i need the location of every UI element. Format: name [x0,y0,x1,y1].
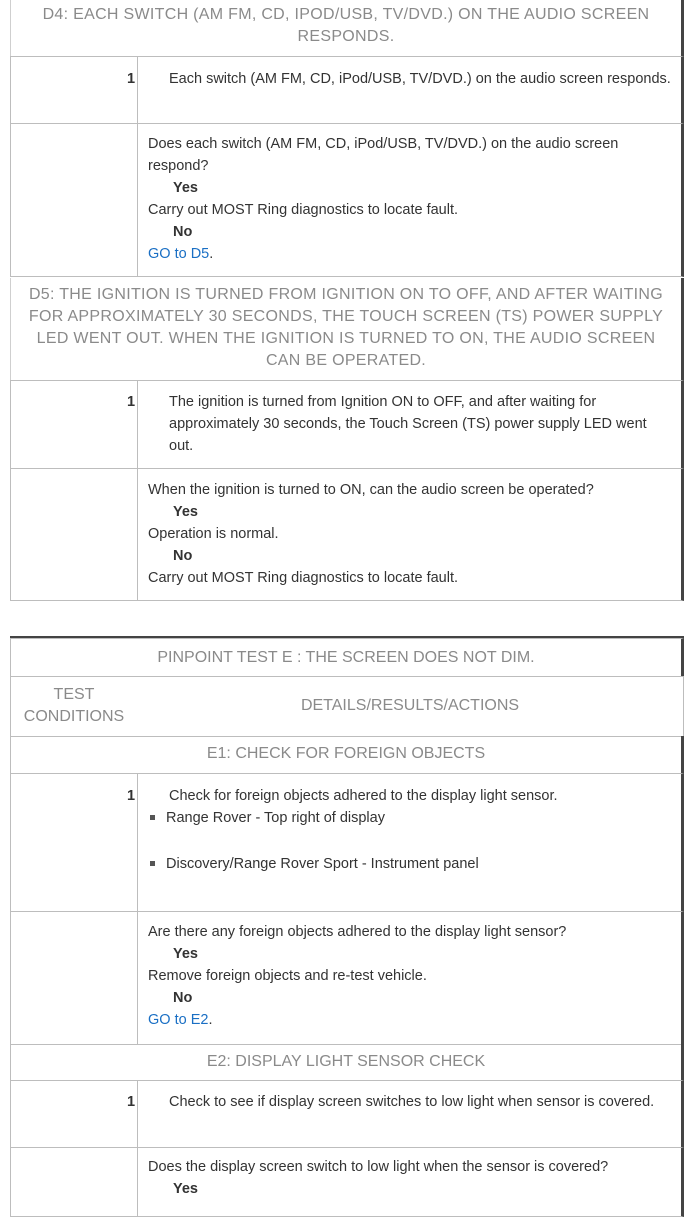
step-text: Check to see if display screen switches to low light when sensor is covered. [169,1094,655,1110]
result-row-e2 [10,1147,684,1217]
result-d4 [148,133,671,265]
step-row-d5 [10,380,684,469]
test-conditions-cell [11,124,138,276]
no-label: No [173,990,193,1006]
col-details [137,677,683,736]
step-d4 [127,68,671,90]
section-header-d5 [10,278,684,380]
section-header-e1 [10,736,684,774]
yes-action: Carry out MOST Ring diagnostics to locate fault. [148,202,459,218]
pinpoint-test-title-text: PINPOINT TEST E : THE SCREEN DOES NOT DIM. [157,649,535,666]
section-header-d4 [10,0,684,56]
step-text: Check for foreign objects adhered to the display light sensor. [169,788,558,804]
col-test-conditions [11,677,137,736]
test-conditions-cell [11,1081,138,1147]
section-header-e2-text: E2: DISPLAY LIGHT SENSOR CHECK [206,1053,486,1070]
result-row-d5 [10,468,684,601]
yes-label: Yes [173,180,198,196]
result-row-d4 [10,123,684,277]
bullet-item: Range Rover - Top right of display [148,807,671,829]
step-e2 [127,1091,671,1113]
link-period: . [209,246,214,262]
step-number: 1 [127,394,136,410]
go-to-e2-link[interactable]: GO to E2 [148,1012,209,1028]
no-action: Carry out MOST Ring diagnostics to locate fault. [148,570,459,586]
col-details-text: DETAILS/RESULTS/ACTIONS [300,697,520,714]
step-row-e2 [10,1080,684,1148]
no-label: No [173,224,193,240]
test-conditions-cell [11,774,138,911]
no-label: No [173,548,193,564]
step-row-d4 [10,56,684,124]
step-number: 1 [127,1094,136,1110]
result-d5 [148,479,671,589]
yes-label: Yes [173,504,198,520]
link-period: . [208,1012,213,1028]
question-text: Does each switch (AM FM, CD, iPod/USB, TV/DVD.) on the audio screen respond? [148,136,619,174]
step-number: 1 [127,788,136,804]
test-conditions-cell [11,912,138,1044]
pinpoint-test-title [10,638,684,677]
section-header-e1-text: E1: CHECK FOR FOREIGN OBJECTS [206,745,486,762]
section-header-e2 [10,1044,684,1081]
step-row-e1 [10,773,684,912]
go-to-d5-link[interactable]: GO to D5 [148,246,210,262]
section-header-d4-text: D4: EACH SWITCH (AM FM, CD, IPOD/USB, TV/DVD.) ON THE AUDIO SCREEN RESPONDS. [42,6,650,45]
yes-label: Yes [173,946,198,962]
step-d5 [127,391,671,457]
result-e2 [148,1156,671,1200]
test-conditions-cell [11,57,138,123]
test-conditions-cell [11,469,138,600]
step-number: 1 [127,71,136,87]
bullet-item: Discovery/Range Rover Sport - Instrument panel [148,853,671,875]
step-e1 [127,785,671,875]
yes-action: Remove foreign objects and re-test vehicle. [148,968,427,984]
question-text: Are there any foreign objects adhered to the display light sensor? [148,924,567,940]
result-row-e1 [10,911,684,1045]
section-header-d5-text: D5: THE IGNITION IS TURNED FROM IGNITION ON TO OFF, AND AFTER WAITING FOR APPROXIMATELY 30 SECONDS, THE TOUCH SCREEN (TS) POWER SUPPLY LED WENT OUT. WHEN THE IGNITION IS TURNED TO ON, THE AUDIO SCREEN CAN BE OPERATED. [28,286,664,369]
question-text: When the ignition is turned to ON, can the audio screen be operated? [148,482,594,498]
result-e1 [148,921,671,1031]
col-test-conditions-text: TEST CONDITIONS [23,686,125,725]
yes-label: Yes [173,1181,198,1197]
question-text: Does the display screen switch to low light when the sensor is covered? [148,1159,609,1175]
test-conditions-cell [11,381,138,468]
step-text: The ignition is turned from Ignition ON to OFF, and after waiting for approximately 30 seconds, the Touch Screen (TS) power supply LED went out. [169,394,647,454]
step-text: Each switch (AM FM, CD, iPod/USB, TV/DVD.) on the audio screen responds. [169,71,671,87]
yes-action: Operation is normal. [148,526,279,542]
column-header-row [10,676,684,737]
